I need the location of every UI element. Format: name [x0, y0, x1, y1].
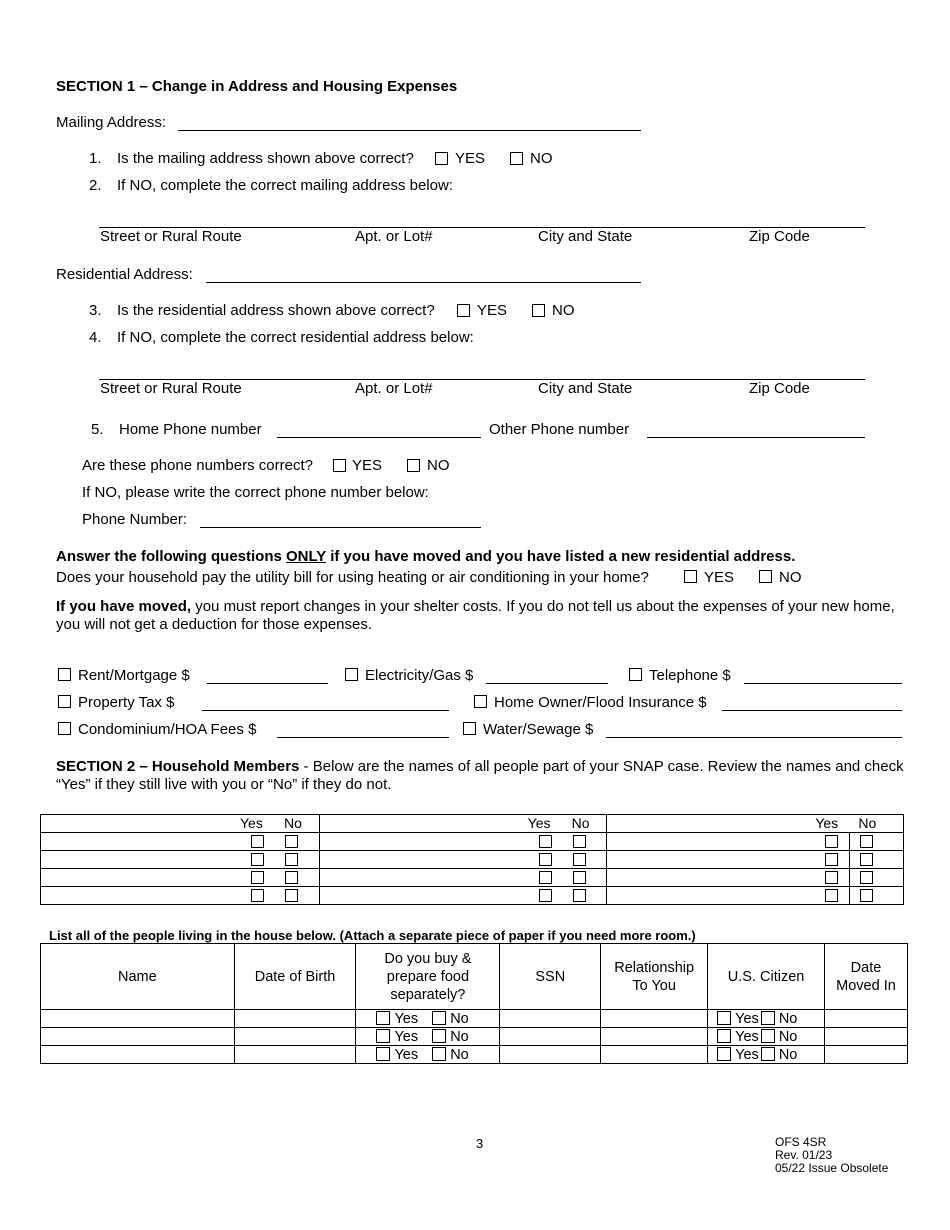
q1-no-label: NO	[530, 150, 553, 167]
shelter-text: you must report changes in your shelter costs. If you do not tell us about the expenses of your new home, you will not get a deduction for those expenses.	[56, 598, 895, 633]
page-number: 3	[476, 1136, 484, 1151]
member-no-checkbox[interactable]	[573, 835, 586, 848]
property-tax-checkbox[interactable]	[58, 695, 71, 708]
people-header-row	[41, 944, 908, 1010]
shelter-costs-paragraph	[56, 598, 906, 634]
q3-no-label: NO	[552, 302, 575, 319]
yes-header: Yes	[815, 815, 839, 831]
person-row	[41, 1046, 908, 1064]
member-no-checkbox[interactable]	[860, 835, 873, 848]
member-name-cell[interactable]	[319, 887, 607, 905]
header-dob: Date of Birth	[234, 944, 356, 1010]
member-yes-checkbox[interactable]	[539, 871, 552, 884]
residential-col-zip: Zip Code	[749, 380, 810, 397]
member-name-cell[interactable]	[41, 869, 320, 887]
person-dob-cell[interactable]	[234, 1046, 356, 1064]
insurance-field[interactable]	[722, 710, 902, 711]
food-yes-label: Yes	[394, 1046, 419, 1063]
citizen-yes-label: Yes	[735, 1046, 759, 1063]
person-food-cell	[356, 1046, 500, 1064]
yes-header: Yes	[527, 815, 551, 831]
yes-header: Yes	[240, 815, 263, 831]
rent-label: Rent/Mortgage $	[78, 667, 190, 684]
moved-instruction-only: ONLY	[286, 548, 327, 565]
member-name-cell[interactable]	[319, 833, 607, 851]
header-relationship: Relationship To You	[601, 944, 708, 1010]
condo-field[interactable]	[277, 737, 449, 738]
electricity-label: Electricity/Gas $	[365, 667, 474, 684]
phone-number-label: Phone Number:	[82, 511, 188, 528]
rent-checkbox[interactable]	[58, 668, 71, 681]
member-yes-checkbox[interactable]	[251, 853, 264, 866]
header-name: Name	[41, 944, 235, 1010]
member-yes-checkbox[interactable]	[825, 889, 838, 902]
header-citizen: U.S. Citizen	[708, 944, 825, 1010]
q5-number: 5.	[91, 421, 104, 438]
mailing-col-apt: Apt. or Lot#	[355, 228, 433, 245]
residential-col-street: Street or Rural Route	[100, 380, 242, 397]
member-no-checkbox[interactable]	[285, 871, 298, 884]
person-relationship-cell[interactable]	[601, 1028, 708, 1046]
telephone-field[interactable]	[744, 683, 902, 684]
condo-label: Condominium/HOA Fees $	[78, 721, 257, 738]
q3-yes-label: YES	[477, 302, 508, 319]
residential-address-label: Residential Address:	[56, 266, 193, 283]
form-id: OFS 4SR	[775, 1135, 827, 1149]
members-header-3	[607, 815, 904, 833]
food-yes-checkbox[interactable]	[376, 1029, 390, 1043]
member-name-cell[interactable]	[607, 851, 904, 869]
person-dob-cell[interactable]	[234, 1028, 356, 1046]
q1-yes-label: YES	[455, 150, 486, 167]
person-ssn-cell[interactable]	[500, 1010, 601, 1028]
telephone-checkbox[interactable]	[629, 668, 642, 681]
form-obsolete: 05/22 Issue Obsolete	[775, 1161, 889, 1175]
header-food: Do you buy & prepare food separately?	[356, 944, 500, 1010]
mailing-address-label: Mailing Address:	[56, 114, 167, 131]
person-food-cell	[356, 1010, 500, 1028]
member-yes-checkbox[interactable]	[251, 835, 264, 848]
mailing-address-field[interactable]	[178, 130, 641, 131]
member-name-cell[interactable]	[41, 833, 320, 851]
phones-no-checkbox[interactable]	[407, 459, 420, 472]
utility-no-checkbox[interactable]	[759, 570, 772, 583]
water-field[interactable]	[606, 737, 902, 738]
member-row	[41, 869, 904, 887]
food-no-checkbox[interactable]	[432, 1029, 446, 1043]
person-citizen-cell	[708, 1028, 825, 1046]
phones-yes-checkbox[interactable]	[333, 459, 346, 472]
member-row	[41, 887, 904, 905]
property-tax-field[interactable]	[202, 710, 449, 711]
property-tax-label: Property Tax $	[78, 694, 175, 711]
mailing-col-street: Street or Rural Route	[100, 228, 242, 245]
other-phone-field[interactable]	[647, 437, 865, 438]
member-yes-checkbox[interactable]	[825, 853, 838, 866]
person-relationship-cell[interactable]	[601, 1010, 708, 1028]
citizen-yes-label: Yes	[735, 1010, 759, 1027]
person-citizen-cell	[708, 1046, 825, 1064]
utility-no-label: NO	[779, 569, 802, 586]
phones-yes-label: YES	[352, 457, 383, 474]
residential-address-field[interactable]	[206, 282, 641, 283]
citizen-yes-checkbox[interactable]	[717, 1047, 731, 1061]
member-yes-checkbox[interactable]	[251, 889, 264, 902]
food-yes-label: Yes	[394, 1010, 419, 1027]
water-label: Water/Sewage $	[483, 721, 594, 738]
member-no-checkbox[interactable]	[573, 853, 586, 866]
member-name-cell[interactable]	[41, 887, 320, 905]
member-no-checkbox[interactable]	[285, 835, 298, 848]
food-yes-checkbox[interactable]	[376, 1011, 390, 1025]
food-yes-label: Yes	[394, 1028, 419, 1045]
person-dob-cell[interactable]	[234, 1010, 356, 1028]
food-no-label: No	[450, 1028, 469, 1045]
citizen-yes-label: Yes	[735, 1028, 759, 1045]
phones-no-label: NO	[427, 457, 450, 474]
q3-text: Is the residential address shown above correct?	[117, 302, 435, 319]
telephone-label: Telephone $	[649, 667, 731, 684]
moved-instruction-post: if you have moved and you have listed a new residential address.	[326, 548, 796, 565]
member-name-cell[interactable]	[607, 887, 904, 905]
home-phone-label: Home Phone number	[119, 421, 262, 438]
food-no-label: No	[450, 1046, 469, 1063]
q1-yes-checkbox[interactable]	[435, 152, 448, 165]
q1-text: Is the mailing address shown above correct?	[117, 150, 414, 167]
moved-instruction-pre: Answer the following questions	[56, 548, 287, 565]
member-yes-checkbox[interactable]	[825, 871, 838, 884]
q3-no-checkbox[interactable]	[532, 304, 545, 317]
member-no-checkbox[interactable]	[573, 871, 586, 884]
form-info	[775, 1136, 888, 1175]
citizen-no-label: No	[778, 1028, 798, 1045]
moved-instruction	[56, 548, 795, 565]
member-yes-checkbox[interactable]	[539, 853, 552, 866]
members-header-1	[41, 815, 320, 833]
citizen-yes-checkbox[interactable]	[717, 1029, 731, 1043]
member-name-cell[interactable]	[41, 851, 320, 869]
utility-yes-checkbox[interactable]	[684, 570, 697, 583]
citizen-no-label: No	[778, 1046, 798, 1063]
no-header: No	[571, 815, 590, 831]
q4-text: If NO, complete the correct residential address below:	[117, 329, 474, 346]
residential-col-apt: Apt. or Lot#	[355, 380, 433, 397]
person-moved-in-cell[interactable]	[824, 1046, 907, 1064]
q2-number: 2.	[89, 177, 102, 194]
mailing-col-city: City and State	[538, 228, 633, 245]
no-header: No	[858, 815, 877, 831]
person-row	[41, 1028, 908, 1046]
food-no-checkbox[interactable]	[432, 1047, 446, 1061]
person-relationship-cell[interactable]	[601, 1046, 708, 1064]
mailing-col-zip: Zip Code	[749, 228, 810, 245]
member-yes-checkbox[interactable]	[539, 889, 552, 902]
member-name-cell[interactable]	[319, 851, 607, 869]
member-name-cell[interactable]	[319, 869, 607, 887]
condo-checkbox[interactable]	[58, 722, 71, 735]
person-moved-in-cell[interactable]	[824, 1028, 907, 1046]
no-header: No	[284, 815, 302, 831]
member-no-checkbox[interactable]	[573, 889, 586, 902]
members-header-row	[41, 815, 904, 833]
citizen-no-checkbox[interactable]	[761, 1047, 775, 1061]
section2-title: SECTION 2 – Household Members	[56, 758, 300, 775]
q1-no-checkbox[interactable]	[510, 152, 523, 165]
q3-yes-checkbox[interactable]	[457, 304, 470, 317]
section1-title: SECTION 1 – Change in Address and Housing Expenses	[56, 78, 458, 95]
phones-correct-text: Are these phone numbers correct?	[82, 457, 313, 474]
q4-number: 4.	[89, 329, 102, 346]
member-yes-checkbox[interactable]	[251, 871, 264, 884]
member-yes-checkbox[interactable]	[825, 835, 838, 848]
citizen-yes-checkbox[interactable]	[717, 1011, 731, 1025]
shelter-bold: If you have moved,	[56, 598, 192, 615]
member-row	[41, 833, 904, 851]
member-row	[41, 851, 904, 869]
rent-field[interactable]	[207, 683, 328, 684]
people-table-instruction: List all of the people living in the house below. (Attach a separate piece of paper if you need more room.)	[49, 928, 696, 943]
person-name-cell[interactable]	[41, 1046, 235, 1064]
members-header-2	[319, 815, 607, 833]
insurance-label: Home Owner/Flood Insurance $	[494, 694, 707, 711]
person-moved-in-cell[interactable]	[824, 1010, 907, 1028]
member-name-cell[interactable]	[607, 869, 904, 887]
people-table	[40, 943, 908, 1064]
member-name-cell[interactable]	[607, 833, 904, 851]
member-no-checkbox[interactable]	[860, 889, 873, 902]
q2-text: If NO, complete the correct mailing address below:	[117, 177, 453, 194]
form-revision: Rev. 01/23	[775, 1148, 833, 1162]
home-phone-field[interactable]	[277, 437, 481, 438]
food-no-label: No	[450, 1010, 469, 1027]
person-row	[41, 1010, 908, 1028]
person-food-cell	[356, 1028, 500, 1046]
person-ssn-cell[interactable]	[500, 1028, 601, 1046]
electricity-field[interactable]	[486, 683, 608, 684]
insurance-checkbox[interactable]	[474, 695, 487, 708]
citizen-no-checkbox[interactable]	[761, 1011, 775, 1025]
header-moved-in: Date Moved In	[824, 944, 907, 1010]
member-yes-checkbox[interactable]	[539, 835, 552, 848]
header-ssn: SSN	[500, 944, 601, 1010]
utility-yes-label: YES	[704, 569, 735, 586]
q3-number: 3.	[89, 302, 102, 319]
food-no-checkbox[interactable]	[432, 1011, 446, 1025]
food-yes-checkbox[interactable]	[376, 1047, 390, 1061]
section2-intro	[56, 758, 906, 794]
member-no-checkbox[interactable]	[285, 889, 298, 902]
residential-col-city: City and State	[538, 380, 633, 397]
person-name-cell[interactable]	[41, 1028, 235, 1046]
citizen-no-label: No	[778, 1010, 798, 1027]
citizen-no-checkbox[interactable]	[761, 1029, 775, 1043]
q1-number: 1.	[89, 150, 102, 167]
member-no-checkbox[interactable]	[285, 853, 298, 866]
electricity-checkbox[interactable]	[345, 668, 358, 681]
phone-number-field[interactable]	[200, 527, 481, 528]
person-citizen-cell	[708, 1010, 825, 1028]
person-ssn-cell[interactable]	[500, 1046, 601, 1064]
member-no-checkbox[interactable]	[860, 871, 873, 884]
household-members-table	[40, 814, 904, 905]
phone-if-no-text: If NO, please write the correct phone number below:	[82, 484, 429, 501]
section2-text: - Below are the names of all people part of your SNAP case. Review the names and check “Yes” if they still live with you or “No” if they do not.	[56, 758, 904, 793]
other-phone-label: Other Phone number	[489, 421, 630, 438]
water-checkbox[interactable]	[463, 722, 476, 735]
member-no-checkbox[interactable]	[860, 853, 873, 866]
person-name-cell[interactable]	[41, 1010, 235, 1028]
utility-question: Does your household pay the utility bill for using heating or air conditioning in your home?	[56, 569, 649, 586]
